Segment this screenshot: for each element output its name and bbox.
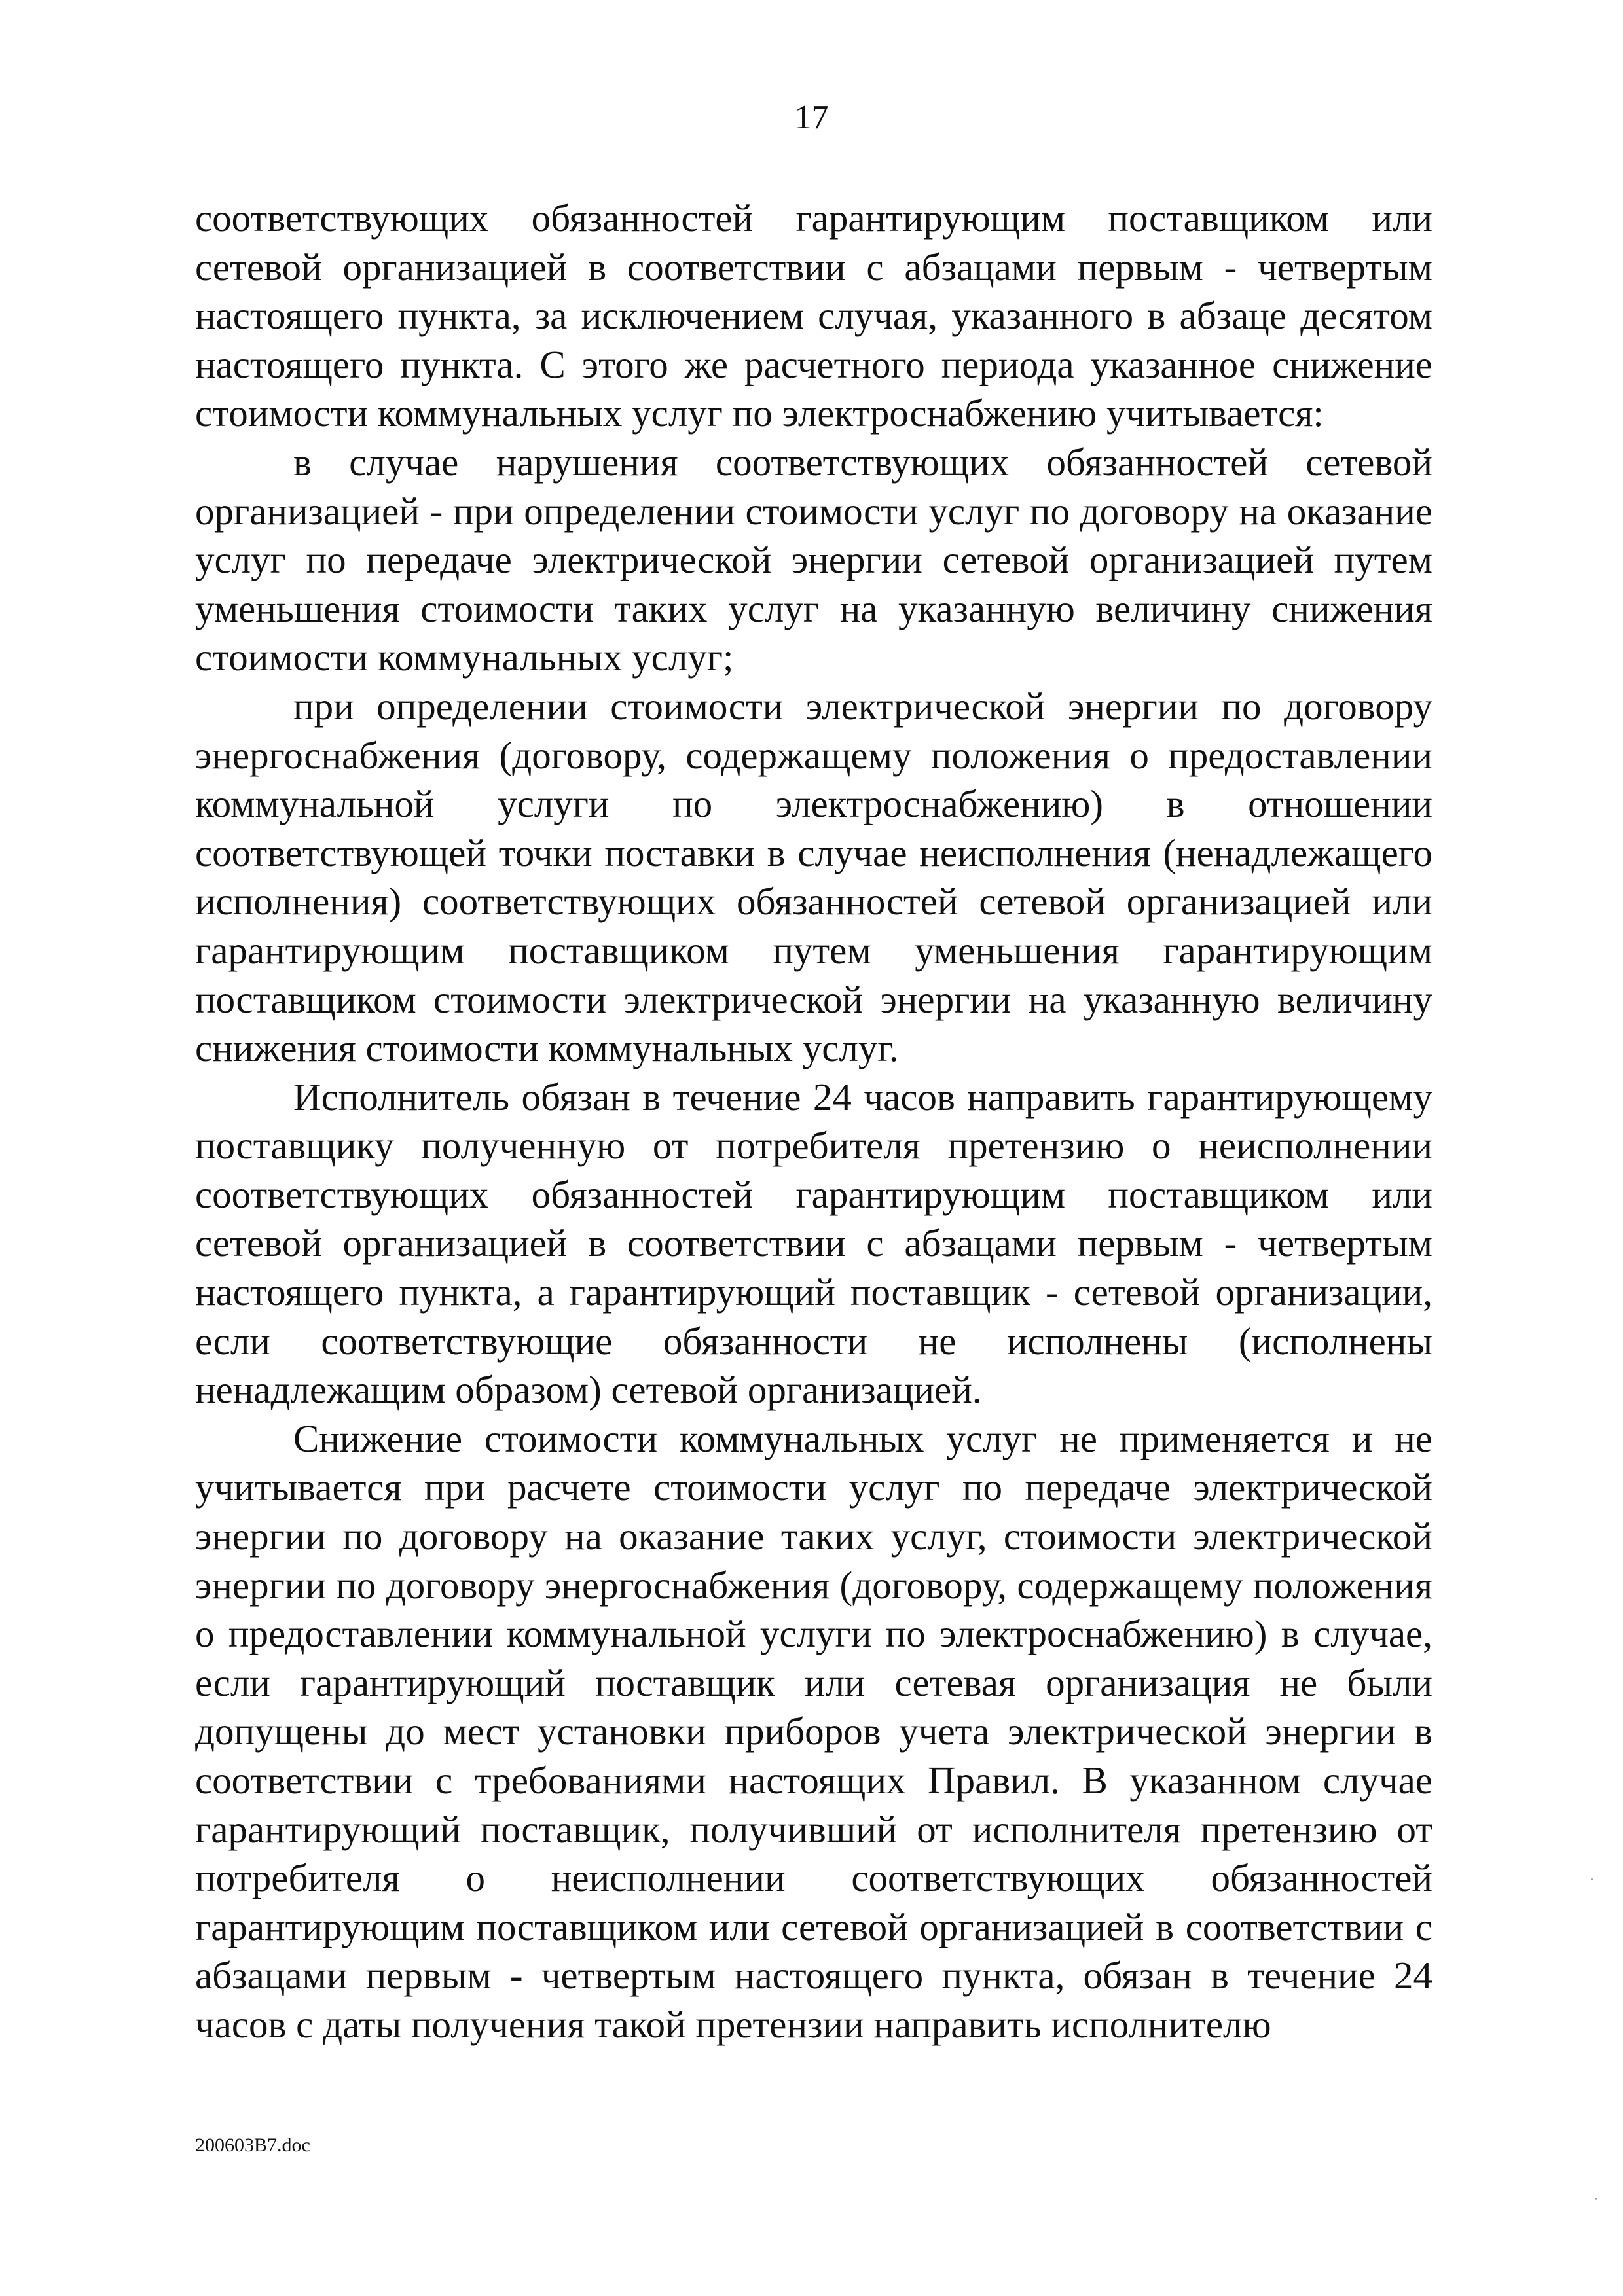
paragraph-continuation: соответствующих обязанностей гарантирующим поставщиком или сетевой организацией в соответствии с абзацами первым - четвертым настоящего пункта, за исключением случая, указанного в абзаце десятом настоящего пункта. С этого же расчетного периода указанное снижение стоимости коммунальных услуг по электроснабжению учитывается: [195, 196, 1432, 435]
body-text [195, 194, 1432, 2049]
page-number: 17 [794, 99, 829, 136]
paragraph-energy-cost: при определении стоимости электрической энергии по договору энергоснабжения (договору, содержащему положения о предоставлении коммунальной услуги по электроснабжению) в отношении соответствующей точки поставки в случае неисполнения (ненадлежащего исполнения) соответствующих обязанностей сетевой организацией или гарантирующим поставщиком путем уменьшения гарантирующим поставщиком стоимости электрической энергии на указанную величину снижения стоимости коммунальных услуг. [195, 684, 1432, 1070]
scan-speck [1591, 1878, 1593, 1880]
scan-speck [1595, 2198, 1597, 2200]
paragraph-executor-obligation: Исполнитель обязан в течение 24 часов направить гарантирующему поставщику полученную от потребителя претензию о неисполнении соответствующих обязанностей гарантирующим поставщиком или сетевой организацией в соответствии с абзацами первым - четвертым настоящего пункта, а гарантирующий поставщик - сетевой организации, если соответствующие обязанности не исполнены (исполнены ненадлежащим образом) сетевой организацией. [195, 1075, 1432, 1412]
paragraph-network-violation: в случае нарушения соответствующих обязанностей сетевой организацией - при определении стоимости услуг по договору на оказание услуг по передаче электрической энергии сетевой организацией путем уменьшения стоимости таких услуг на указанную величину снижения стоимости коммунальных услуг; [195, 440, 1432, 679]
document-code: 200603B7.doc [195, 2134, 310, 2156]
paragraph-reduction-exception: Снижение стоимости коммунальных услуг не применяется и не учитывается при расчете стоимости услуг по передаче электрической энергии по договору на оказание таких услуг, стоимости электрической энергии по договору энергоснабжения (договору, содержащему положения о предоставлении коммунальной услуги по электроснабжению) в случае, если гарантирующий поставщик или сетевая организация не были допущены до мест установки приборов учета электрической энергии в соответствии с требованиями настоящих Правил. В указанном случае гарантирующий поставщик, получивший от исполнителя претензию от потребителя о неисполнении соответствующих обязанностей гарантирующим поставщиком или сетевой организацией в соответствии с абзацами первым - четвертым настоящего пункта, обязан в течение 24 часов с даты получения такой претензии направить исполнителю [195, 1416, 1432, 2046]
